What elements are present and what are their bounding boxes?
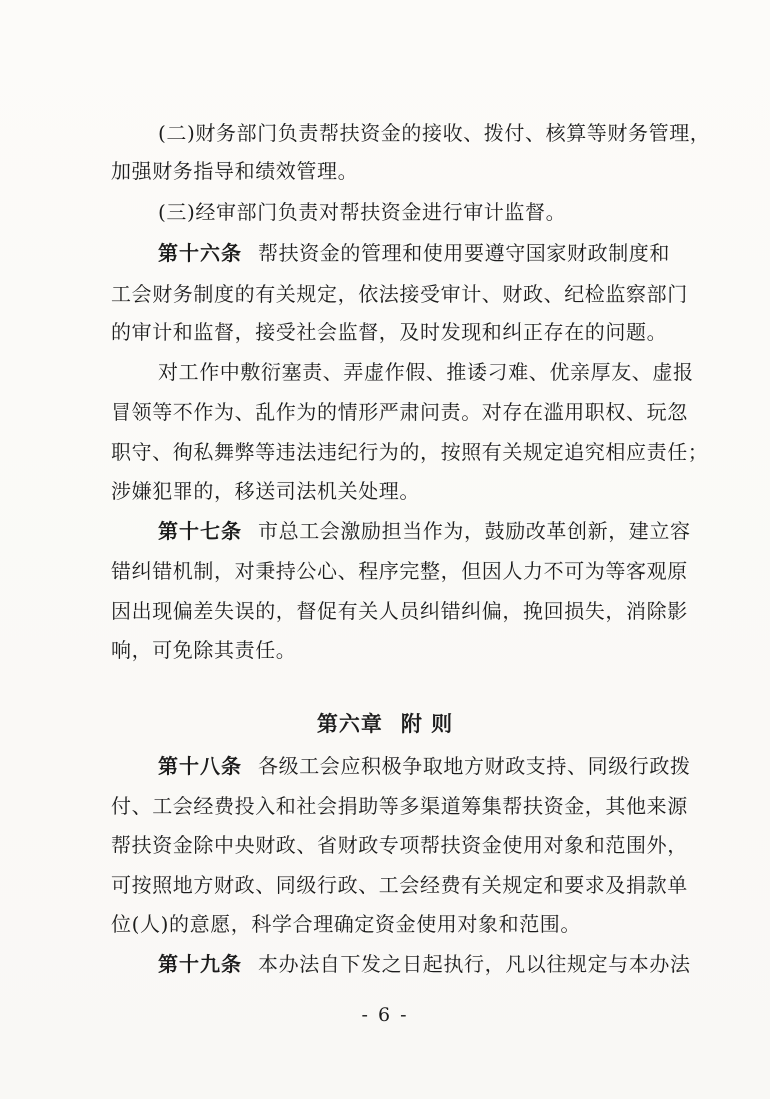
article-16-heading: 第十六条 xyxy=(158,241,242,265)
article-18-line-4: 可按照地方财政、同级行政、工会经费有关规定和要求及捐款单 xyxy=(111,873,688,897)
article-17-line-4: 响，可免除其责任。 xyxy=(111,638,297,662)
article-17-heading: 第十七条 xyxy=(158,519,242,543)
article-17-line-1 xyxy=(158,517,691,545)
article-17-line-3: 因出现偏差失误的，督促有关人员纠错纠偏，挽回损失，消除影 xyxy=(111,599,688,623)
chapter-title xyxy=(0,710,770,738)
article-18-heading: 第十八条 xyxy=(158,754,242,778)
chapter-name: 附 则 xyxy=(400,712,454,736)
article-18-line-3: 帮扶资金除中央财政、省财政专项帮扶资金使用对象和范围外， xyxy=(111,833,688,857)
para-2-line-1: (三)经审部门负责对帮扶资金进行审计监督。 xyxy=(158,200,567,224)
article-18-line-1 xyxy=(158,752,691,780)
para-1-line-2: 加强财务指导和绩效管理。 xyxy=(111,159,359,183)
article-18-text-1: 各级工会应积极争取地方财政支持、同级行政拨 xyxy=(258,754,691,778)
chapter-label: 第六章 xyxy=(316,712,383,736)
para-4-line-2: 冒领等不作为、乱作为的情形严肃问责。对存在滥用职权、玩忽 xyxy=(111,400,688,424)
article-17-text-1: 市总工会激励担当作为，鼓励改革创新，建立容 xyxy=(258,519,691,543)
article-19-line-1 xyxy=(158,950,691,978)
article-16-line-1 xyxy=(158,239,670,267)
page-number: - 6 - xyxy=(361,1004,409,1026)
para-4-line-1: 对工作中敷衍塞责、弄虚作假、推诿刁难、优亲厚友、虚报 xyxy=(158,360,694,384)
article-18-line-5: 位(人)的意愿，科学合理确定资金使用对象和范围。 xyxy=(111,912,582,936)
article-19-text-1: 本办法自下发之日起执行，凡以往规定与本办法 xyxy=(258,952,691,976)
article-19-heading: 第十九条 xyxy=(158,952,242,976)
para-4-line-4: 涉嫌犯罪的，移送司法机关处理。 xyxy=(111,479,420,503)
article-16-text-1: 帮扶资金的管理和使用要遵守国家财政制度和 xyxy=(258,241,670,265)
para-4-line-3: 职守、徇私舞弊等违法违纪行为的，按照有关规定追究相应责任； xyxy=(111,440,709,464)
para-1-line-1: (二)财务部门负责帮扶资金的接收、拨付、核算等财务管理， xyxy=(158,121,711,145)
article-17-line-2: 错纠错机制，对秉持公心、程序完整，但因人力不可为等客观原 xyxy=(111,559,688,583)
article-18-line-2: 付、工会经费投入和社会捐助等多渠道筹集帮扶资金，其他来源 xyxy=(111,794,688,818)
article-16-line-2: 工会财务制度的有关规定，依法接受审计、财政、纪检监察部门 xyxy=(111,282,688,306)
article-16-line-3: 的审计和监督，接受社会监督，及时发现和纠正存在的问题。 xyxy=(111,320,668,344)
